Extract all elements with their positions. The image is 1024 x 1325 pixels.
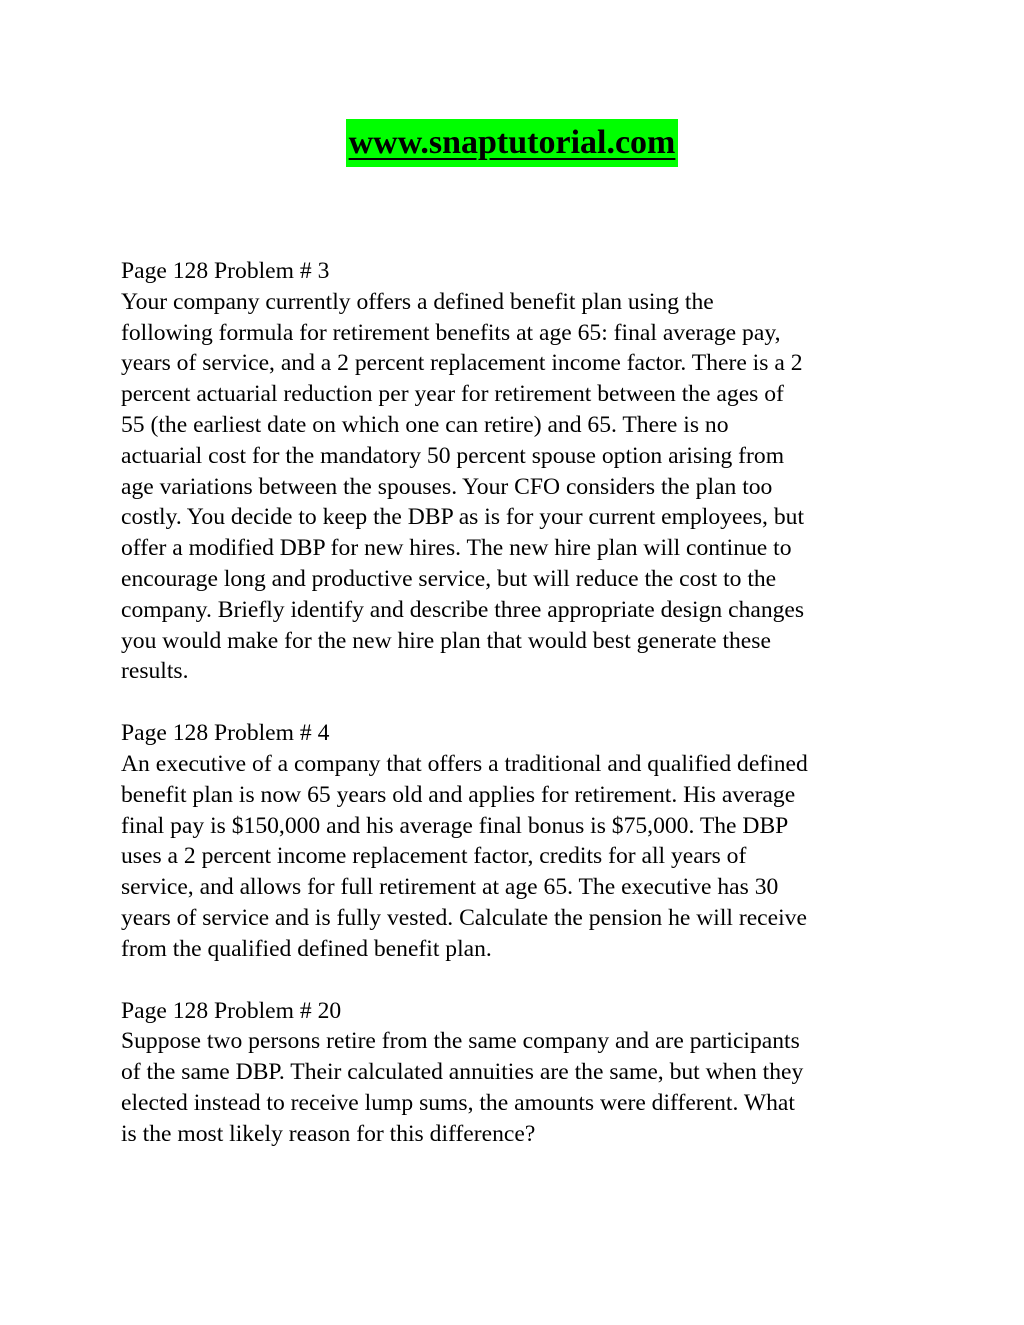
problem-text bbox=[121, 749, 911, 965]
text-line: 55 (the earliest date on which one can retire) and 65. There is no bbox=[121, 411, 729, 438]
document-body bbox=[121, 256, 911, 1181]
header bbox=[0, 119, 1024, 167]
text-line: encourage long and productive service, but will reduce the cost to the bbox=[121, 565, 777, 592]
text-line: costly. You decide to keep the DBP as is for your current employees, but bbox=[121, 504, 804, 531]
text-line: offer a modified DBP for new hires. The new hire plan will continue to bbox=[121, 535, 792, 562]
text-line: from the qualified defined benefit plan. bbox=[121, 935, 492, 962]
problem-title: Page 128 Problem # 3 bbox=[121, 258, 330, 284]
site-link[interactable]: www.snaptutorial.com bbox=[346, 119, 679, 167]
text-line: of the same DBP. Their calculated annuities are the same, but when they bbox=[121, 1059, 804, 1086]
text-line: elected instead to receive lump sums, the amounts were different. What bbox=[121, 1089, 795, 1116]
problem-title: Page 128 Problem # 20 bbox=[121, 997, 342, 1024]
text-line: Suppose two persons retire from the same company and are participants bbox=[121, 1028, 800, 1055]
text-line: benefit plan is now 65 years old and applies for retirement. His average bbox=[121, 781, 796, 808]
text-line: An executive of a company that offers a traditional and qualified defined bbox=[121, 750, 808, 777]
text-line: actuarial cost for the mandatory 50 percent spouse option arising from bbox=[121, 442, 785, 469]
problem-text bbox=[121, 1026, 911, 1149]
text-line: results. bbox=[121, 658, 189, 685]
text-line: percent actuarial reduction per year for retirement between the ages of bbox=[121, 381, 784, 408]
text-line: uses a 2 percent income replacement factor, credits for all years of bbox=[121, 843, 747, 870]
text-line: following formula for retirement benefits at age 65: final average pay, bbox=[121, 319, 781, 346]
text-line: service, and allows for full retirement at age 65. The executive has 30 bbox=[121, 874, 779, 901]
problem-3 bbox=[121, 256, 911, 687]
text-line: is the most likely reason for this difference? bbox=[121, 1120, 536, 1147]
text-line: you would make for the new hire plan that would best generate these bbox=[121, 627, 771, 654]
text-line: Your company currently offers a defined benefit plan using the bbox=[121, 288, 714, 315]
text-line: years of service and is fully vested. Calculate the pension he will receive bbox=[121, 904, 807, 931]
text-line: years of service, and a 2 percent replacement income factor. There is a 2 bbox=[121, 350, 803, 377]
text-line: final pay is $150,000 and his average final bonus is $75,000. The DBP bbox=[121, 812, 789, 839]
problem-4 bbox=[121, 718, 911, 964]
problem-title: Page 128 Problem # 4 bbox=[121, 720, 330, 747]
text-line: age variations between the spouses. Your CFO considers the plan too bbox=[121, 473, 773, 500]
problem-text bbox=[121, 287, 911, 687]
problem-20 bbox=[121, 996, 911, 1150]
text-line: company. Briefly identify and describe three appropriate design changes bbox=[121, 596, 805, 623]
